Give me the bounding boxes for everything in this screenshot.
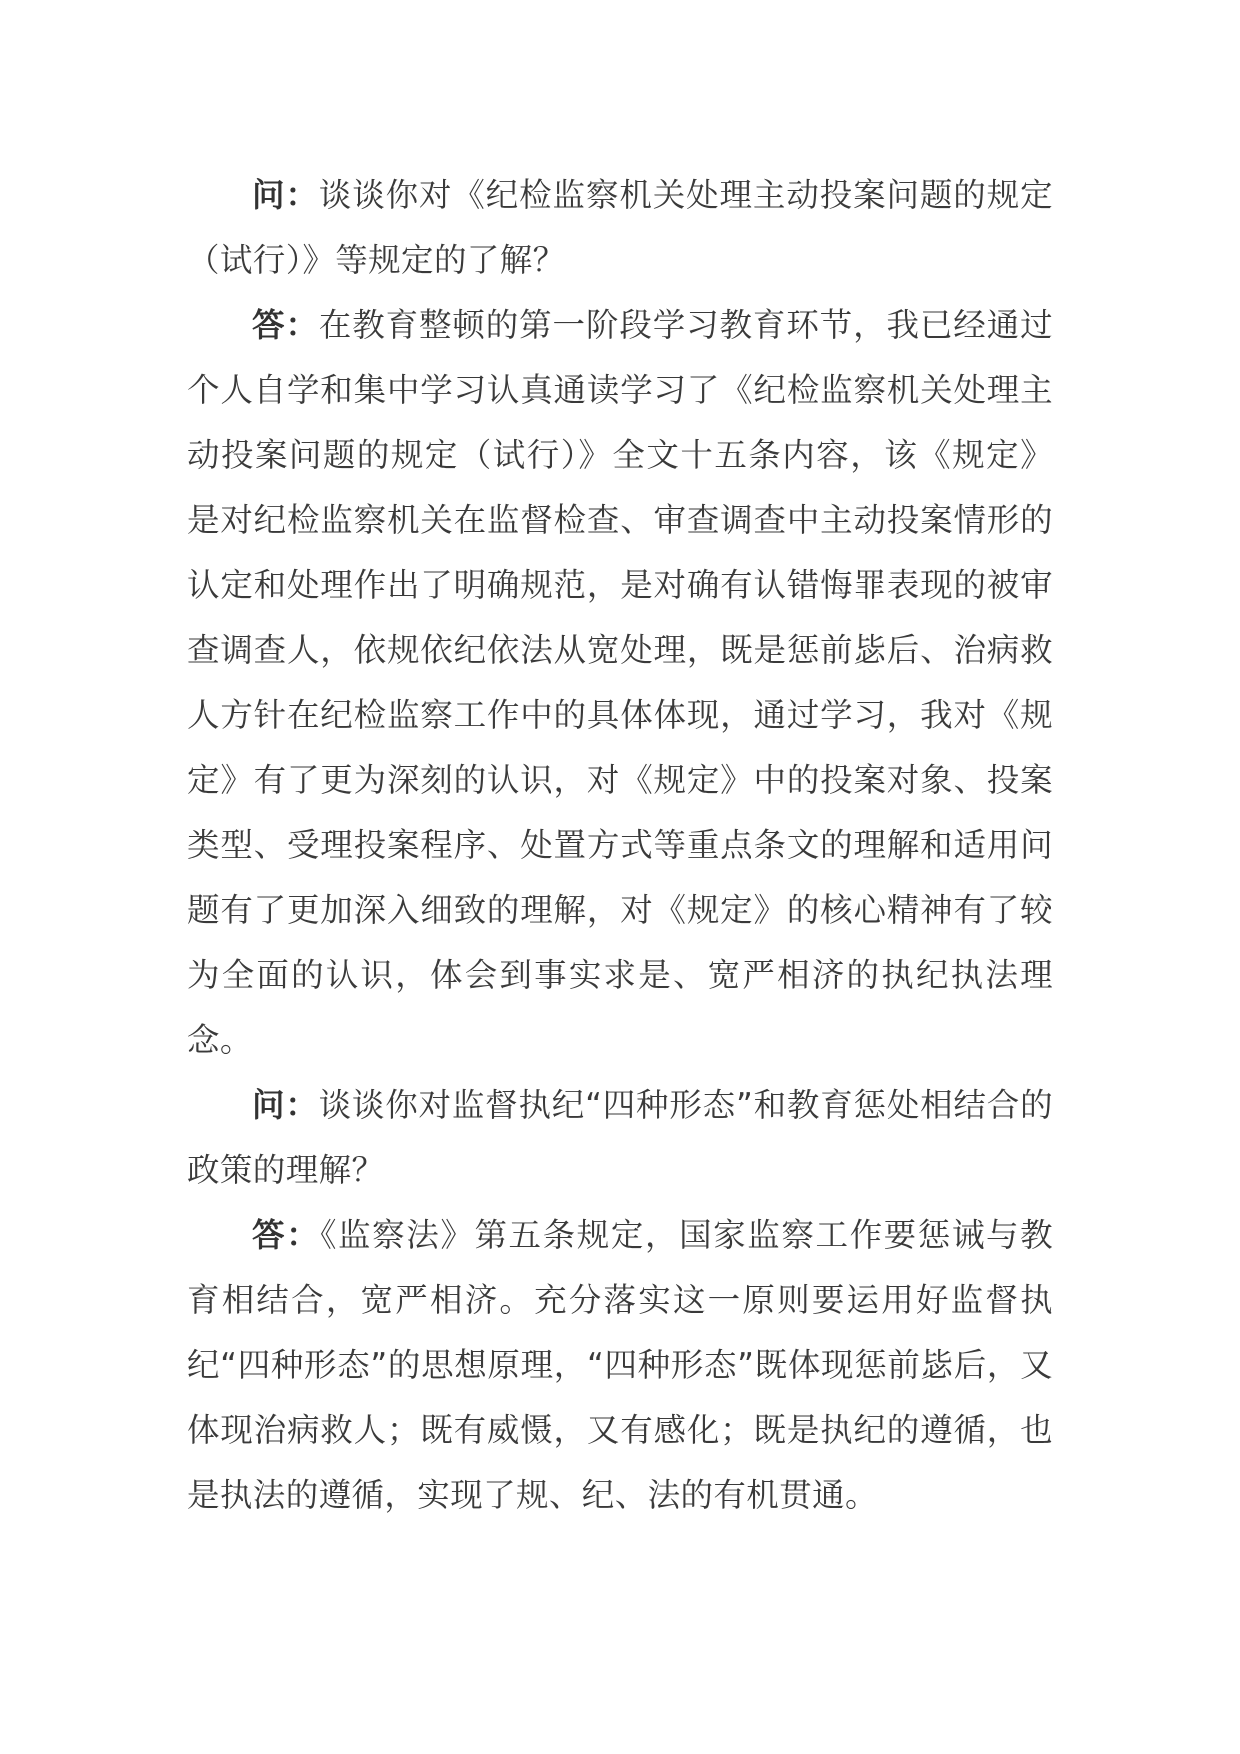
answer-paragraph-1 bbox=[187, 293, 1053, 1073]
question-text: 谈谈你对《纪检监察机关处理主动投案问题的规定（试行）》等规定的了解？ bbox=[187, 176, 1053, 279]
question-label: 问： bbox=[252, 1086, 319, 1124]
answer-text: 在教育整顿的第一阶段学习教育环节，我已经通过个人自学和集中学习认真通读学习了《纪检监察机关处理主动投案问题的规定（试行）》全文十五条内容，该《规定》是对纪检监察机关在监督检查、审查调查中主动投案情形的认定和处理作出了明确规范，是对确有认错悔罪表现的被审查调查人，依规依纪依法从宽处理，既是惩前毖后、治病救人方针在纪检监察工作中的具体体现，通过学习，我对《规定》有了更为深刻的认识，对《规定》中的投案对象、投案类型、受理投案程序、处置方式等重点条文的理解和适用问题有了更加深入细致的理解，对《规定》的核心精神有了较为全面的认识，体会到事实求是、宽严相济的执纪执法理念。 bbox=[187, 306, 1053, 1059]
answer-paragraph-2 bbox=[187, 1203, 1053, 1528]
question-paragraph-2 bbox=[187, 1073, 1053, 1203]
question-label: 问： bbox=[252, 176, 319, 214]
answer-label: 答： bbox=[252, 306, 319, 344]
question-paragraph-1 bbox=[187, 163, 1053, 293]
answer-text: 《监察法》第五条规定，国家监察工作要惩诫与教育相结合，宽严相济。充分落实这一原则要运用好监督执纪“四种形态”的思想原理，“四种形态”既体现惩前毖后，又体现治病救人；既有威慑，又有感化；既是执纪的遵循，也是执法的遵循，实现了规、纪、法的有机贯通。 bbox=[187, 1216, 1053, 1514]
document-body bbox=[187, 163, 1053, 1528]
answer-label: 答： bbox=[252, 1216, 321, 1254]
question-text: 谈谈你对监督执纪“四种形态”和教育惩处相结合的政策的理解？ bbox=[187, 1086, 1053, 1189]
